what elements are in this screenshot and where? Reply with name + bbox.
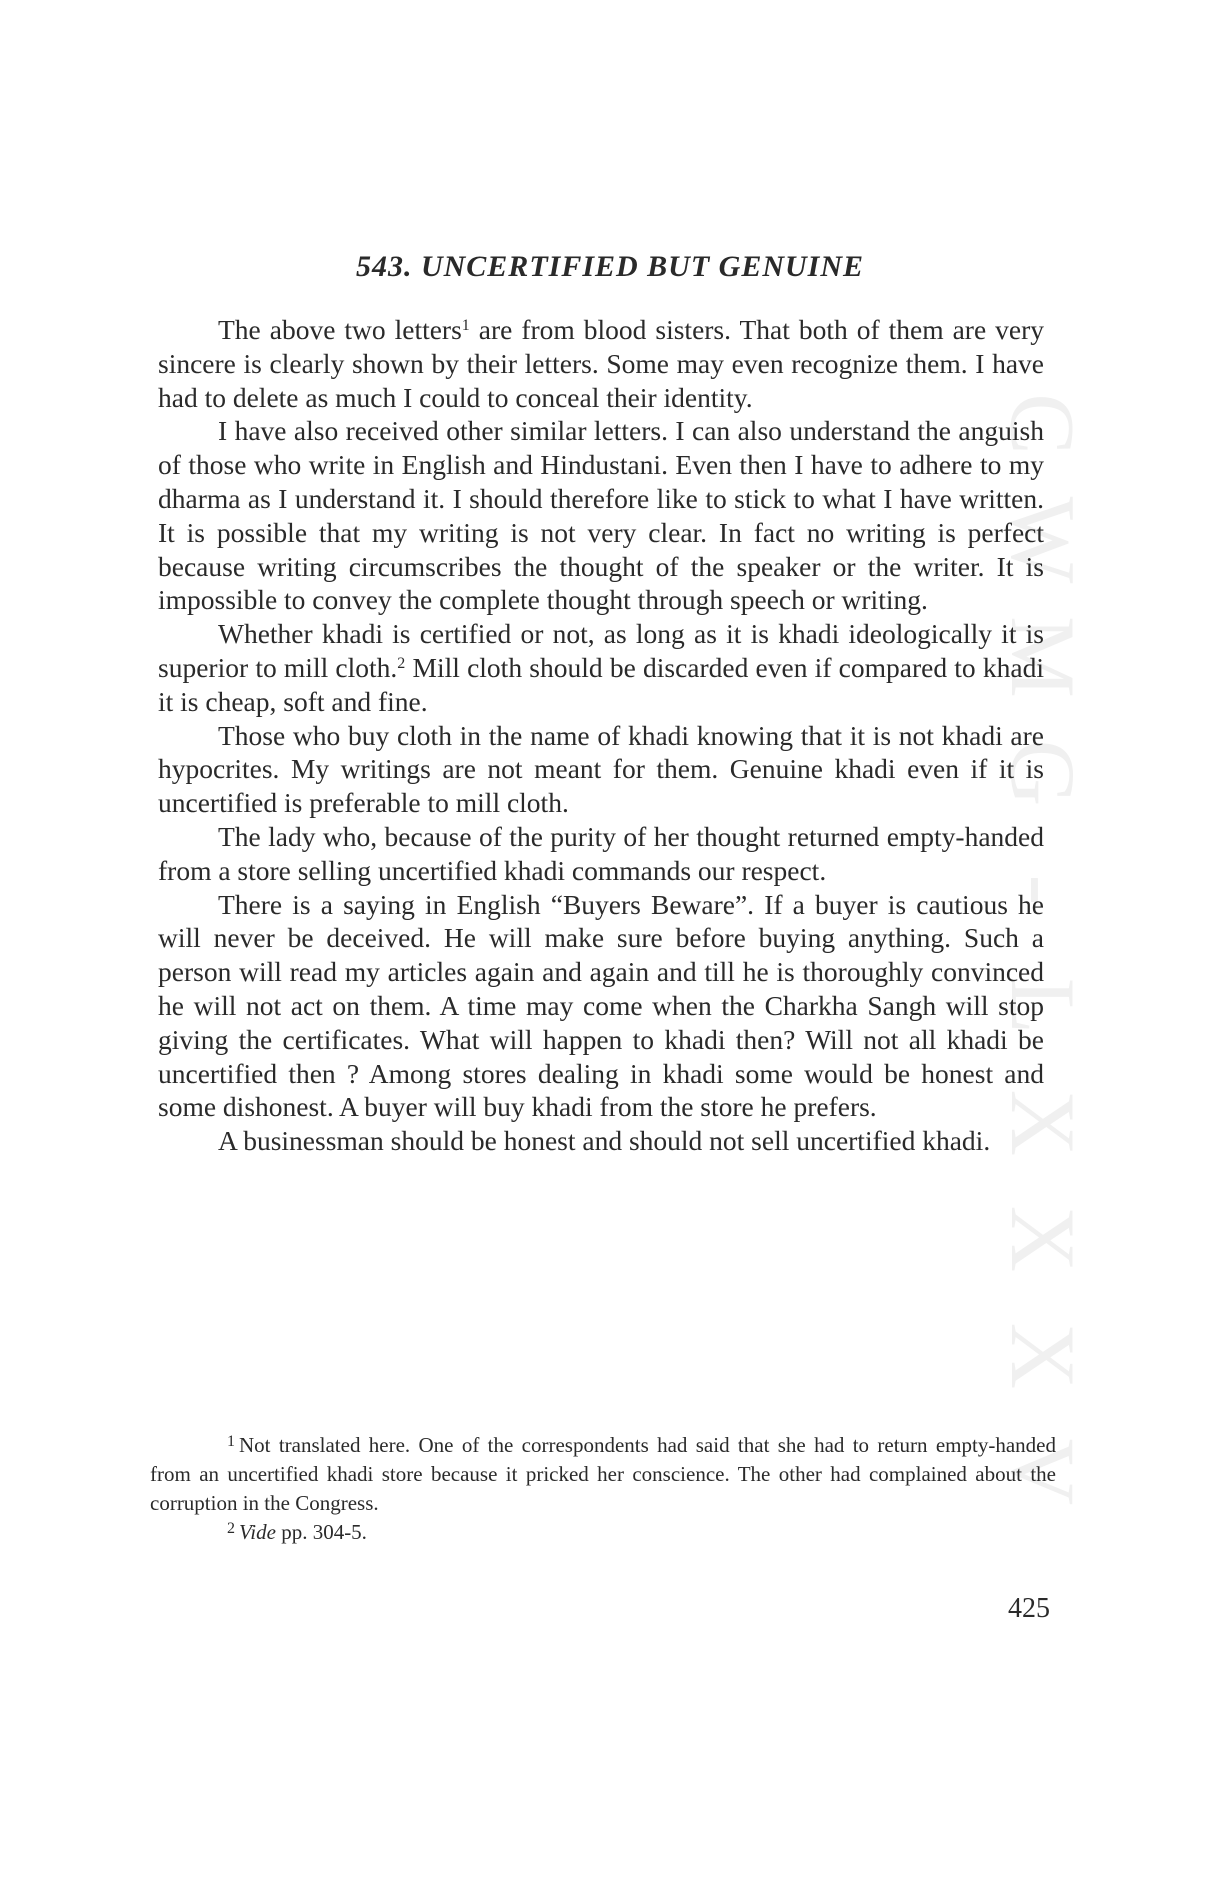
body-paragraph [158, 414, 1044, 617]
footnote-reference: 1 [461, 317, 470, 334]
body-paragraph [158, 1124, 1044, 1158]
text-run: Whether khadi is certified or not, as long as it is khadi ideologically it is superior to mill cloth. [158, 618, 1044, 683]
watermark-letter: W [992, 497, 1094, 584]
footnote [150, 1431, 1056, 1518]
italic-text: Vide [239, 1520, 276, 1544]
text-run: A businessman should be honest and should not sell uncertified khadi. [218, 1125, 991, 1157]
text-run: are from blood sisters. That both of them are very sincere is clearly shown by their letters. Some may even recognize them. I have had to delete as much I could to conceal their identity. [158, 314, 1044, 413]
watermark-letter: X [991, 1089, 1094, 1156]
text-run: The above two letters [218, 314, 462, 345]
watermark-letter: M [992, 615, 1094, 698]
article-title: 543. UNCERTIFIED BUT GENUINE [355, 250, 865, 283]
text-run: The lady who, because of the purity of her thought returned empty-handed from a store selling uncertified khadi commands our respect. [158, 820, 1044, 886]
watermark-letter: X [991, 1205, 1094, 1273]
watermark-letter: C [992, 393, 1094, 455]
text-run: There is a saying in English “Buyers Beware”. If a buyer is cautious he will never be deceived. He will make sure before buying anything. Such a person will read my articles again and again and till he is thoroughly convinced he will not act on them. A time may come when the Charkha Sangh will stop giving the certificates. What will happen to khadi then? Will not all khadi be uncertified then ? Among stores dealing in khadi some would be honest and some dishonest. A buyer will buy khadi from the store he prefers. [158, 888, 1044, 1123]
footnote [150, 1518, 1056, 1547]
text-run: Not translated here. One of the correspondents had said that she had to return empty-handed from an uncertified khadi store because it pricked her conscience. The other had complained about the corruption in the Congress. [150, 1433, 1056, 1515]
watermark-letter: G [991, 740, 1094, 807]
body-paragraph [158, 888, 1044, 1125]
text-run: Those who buy cloth in the name of khadi knowing that it is not khadi are hypocrites. My writings are not meant for them. Genuine khadi even if it is uncertified is preferable to mill cloth. [158, 719, 1044, 819]
body-paragraph [158, 313, 1044, 414]
footnote-number: 1 [227, 1433, 235, 1450]
footnote-reference: 2 [397, 654, 406, 672]
watermark-letter: X [991, 1322, 1094, 1389]
body-paragraph [158, 820, 1044, 888]
footnote-number: 2 [227, 1520, 235, 1537]
footnotes [150, 1431, 1056, 1547]
article-body [158, 313, 1044, 1158]
body-paragraph [158, 617, 1044, 718]
text-run: I have also received other similar letters. I can also understand the anguish of those who write in English and Hindustani. Even then I have to adhere to my dharma as I understand it. I should therefore like to stick to what I have written. It is possible that my writing is not very clear. In fact no writing is perfect because writing circumscribes the thought of the speaker or the writer. It is impossible to convey the complete thought through speech or writing. [158, 415, 1044, 616]
watermark-letter: L [991, 978, 1094, 1035]
text-run: pp. 304-5. [275, 1520, 367, 1544]
body-paragraph [158, 719, 1044, 820]
page-number: 425 [1008, 1593, 1050, 1624]
text-run: Mill cloth should be discarded even if compared to khadi it is cheap, soft and fine. [158, 651, 1044, 717]
watermark-letter: V [991, 1438, 1094, 1506]
watermark-letter: - [991, 874, 1094, 906]
